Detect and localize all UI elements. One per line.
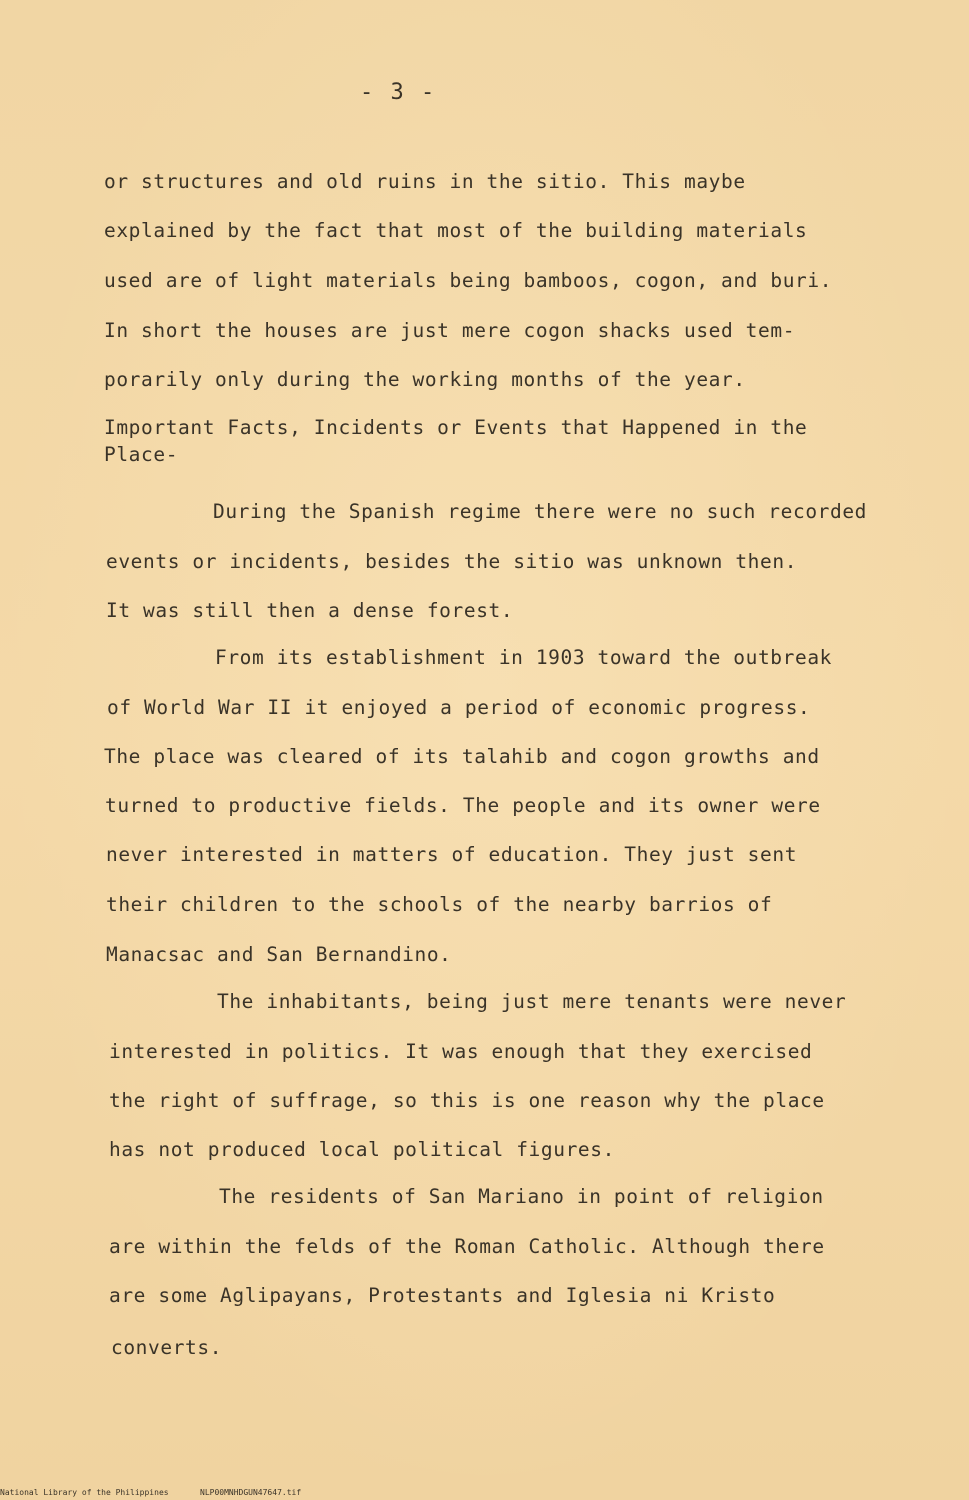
section-heading-cont: Place- — [104, 443, 179, 466]
text-line: used are of light materials being bamboos, cogon, and buri. — [104, 269, 833, 292]
text-line: or structures and old ruins in the sitio. This maybe — [104, 170, 746, 193]
text-line: The inhabitants, being just mere tenants were never — [217, 990, 847, 1013]
text-line: It was still then a dense forest. — [106, 599, 514, 622]
text-line: the right of suffrage, so this is one reason why the place — [109, 1089, 825, 1112]
text-line: are within the felds of the Roman Catholic. Although there — [109, 1235, 825, 1258]
text-line: Manacsac and San Bernandino. — [106, 943, 452, 966]
section-heading: Important Facts, Incidents or Events that Happened in the — [104, 416, 808, 439]
text-line: never interested in matters of education. They just sent — [106, 843, 798, 866]
text-line: events or incidents, besides the sitio was unknown then. — [106, 550, 798, 573]
footer-library: National Library of the Philippines — [0, 1488, 169, 1497]
text-line: In short the houses are just mere cogon shacks used tem- — [104, 319, 796, 342]
text-line: explained by the fact that most of the building materials — [104, 219, 808, 242]
text-line: porarily only during the working months of the year. — [104, 368, 746, 391]
page-number: - 3 - — [360, 80, 437, 105]
text-line: The place was cleared of its talahib and cogon growths and — [104, 745, 820, 768]
text-line: has not produced local political figures. — [109, 1138, 615, 1161]
text-line: their children to the schools of the nearby barrios of — [106, 893, 773, 916]
text-line: of World War II it enjoyed a period of economic progress. — [107, 696, 811, 719]
text-line: During the Spanish regime there were no such recorded — [213, 500, 868, 523]
footer-filename: NLP00MNHDGUN47647.tif — [200, 1488, 302, 1497]
text-line: The residents of San Mariano in point of religion — [219, 1185, 824, 1208]
text-line: turned to productive fields. The people and its owner were — [105, 794, 821, 817]
text-line: are some Aglipayans, Protestants and Iglesia ni Kristo — [109, 1284, 776, 1307]
text-line: interested in politics. It was enough that they exercised — [109, 1040, 813, 1063]
text-line: converts. — [111, 1336, 223, 1359]
text-line: From its establishment in 1903 toward the outbreak — [215, 646, 832, 669]
